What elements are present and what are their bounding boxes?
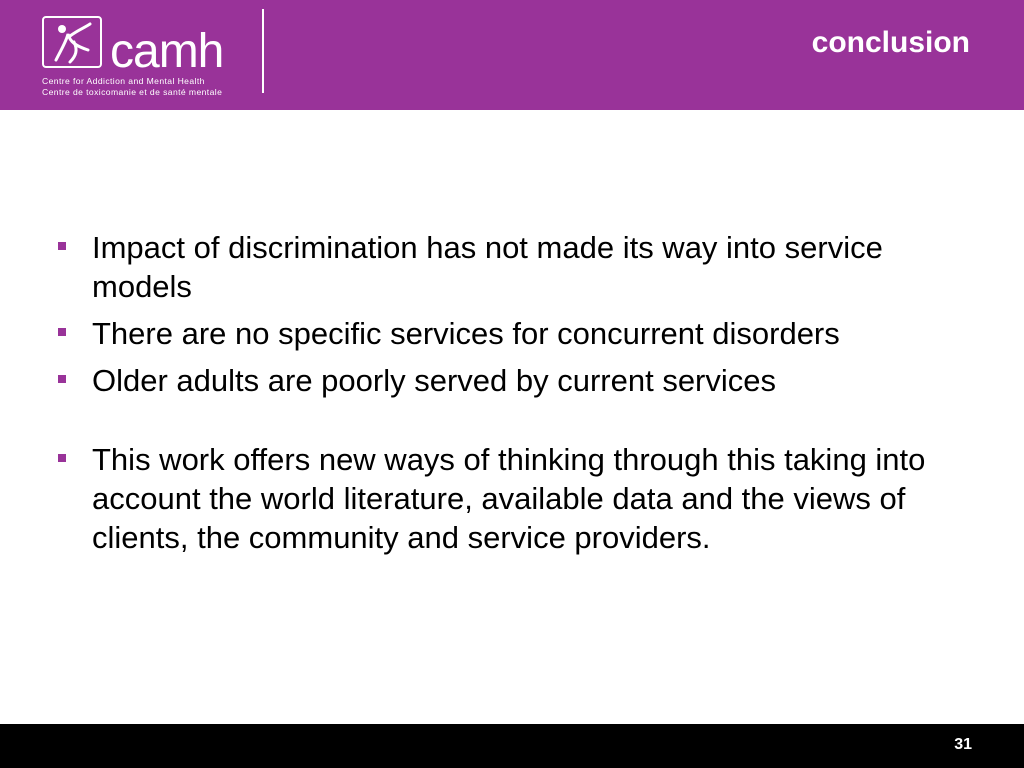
logo-subtitle-en: Centre for Addiction and Mental Health: [42, 76, 205, 86]
square-bullet-icon: [58, 328, 66, 336]
page-number: 31: [954, 736, 972, 753]
bullet-list: [56, 228, 976, 565]
bullet-item: [56, 440, 976, 557]
bullet-text: Older adults are poorly served by current services: [92, 363, 777, 398]
slide-footer: [0, 724, 1024, 768]
bullet-text: Impact of discrimination has not made its way into service models: [92, 230, 883, 304]
bullet-item: [56, 314, 976, 353]
square-bullet-icon: [58, 375, 66, 383]
camh-logo: [42, 16, 242, 100]
camh-figure-icon: [42, 16, 102, 68]
bullet-text: There are no specific services for concurrent disorders: [92, 316, 840, 351]
slide-title: conclusion: [811, 26, 970, 59]
logo-subtitle-fr: Centre de toxicomanie et de santé mentale: [42, 87, 223, 97]
bullet-text: This work offers new ways of thinking through this taking into account the world literature, available data and the views of clients, the community and service providers.: [92, 442, 926, 555]
square-bullet-icon: [58, 242, 66, 250]
logo-wordmark: camh: [110, 25, 224, 78]
slide-header: [0, 0, 1024, 110]
bullet-item: [56, 228, 976, 306]
header-divider: [262, 9, 264, 93]
bullet-item: [56, 361, 976, 400]
square-bullet-icon: [58, 454, 66, 462]
